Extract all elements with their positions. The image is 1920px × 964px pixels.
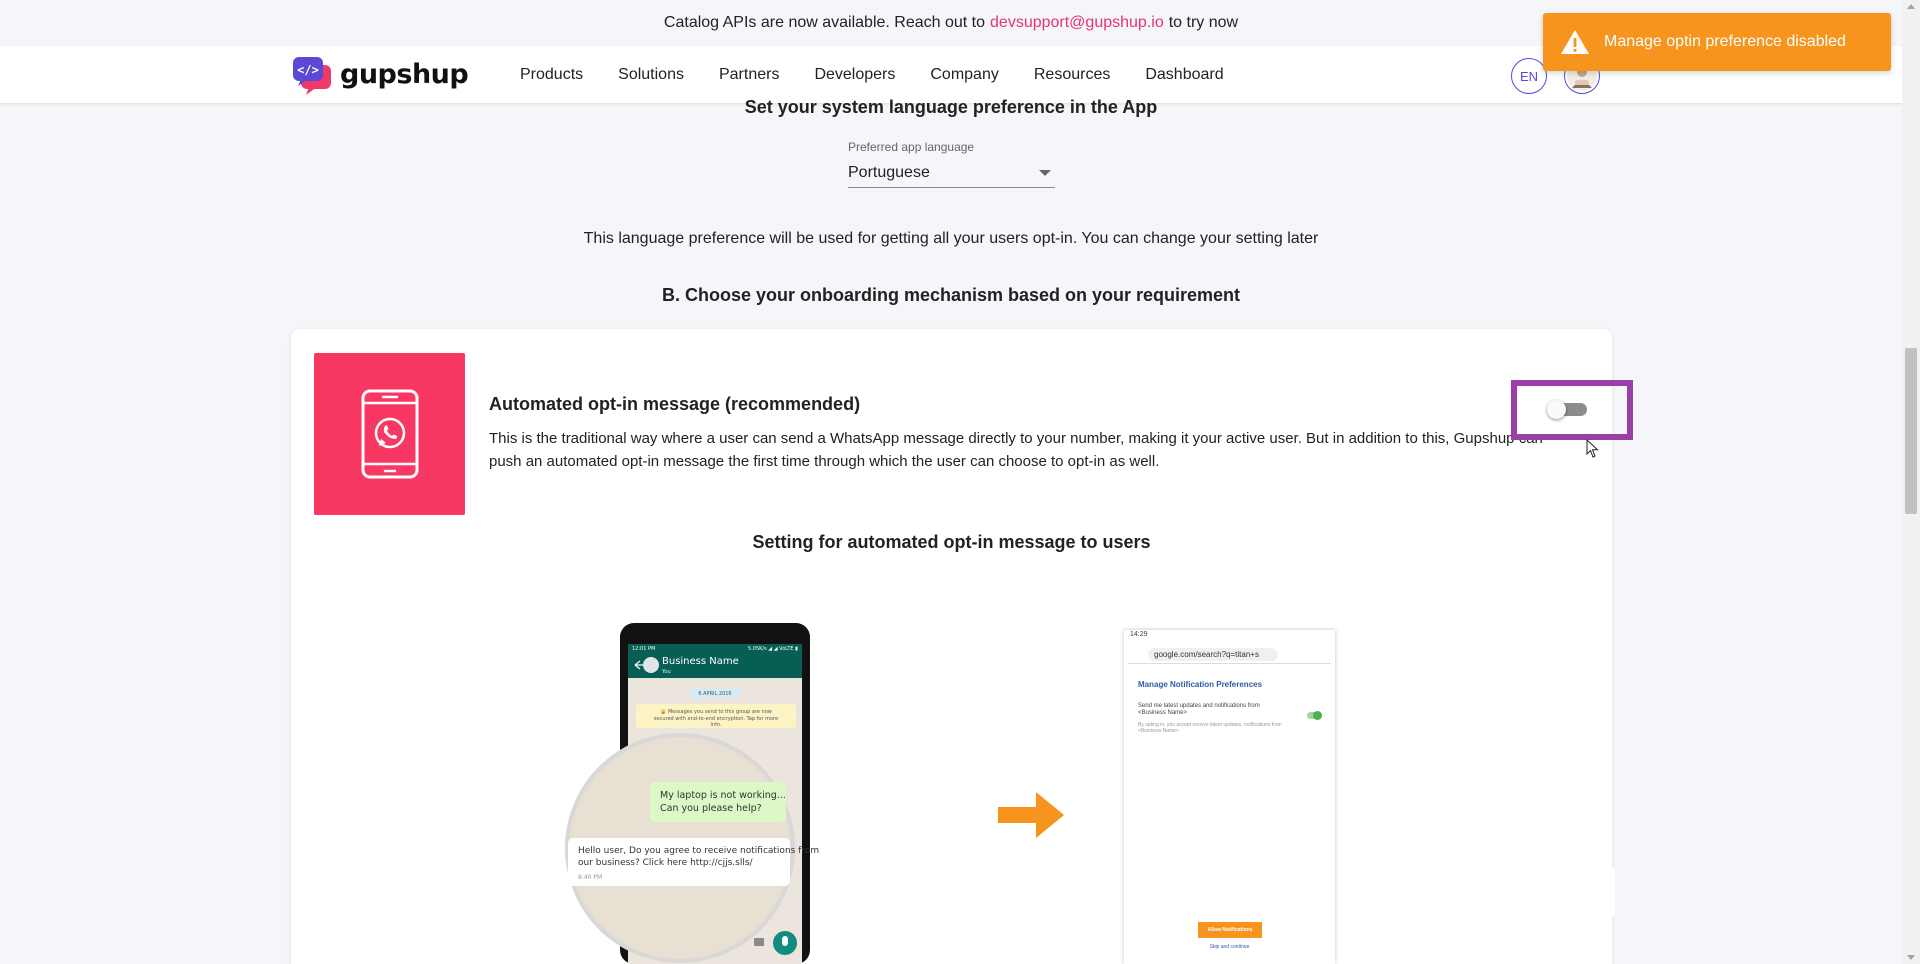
phone2-small: By opting in, you accept receive latest updates, notifications from <Business Name> xyxy=(1138,722,1282,734)
svg-text:🔒 Messages you send to this g: 🔒 Messages you send to this group are now xyxy=(660,709,772,715)
language-section-title: Set your system language preference in the App xyxy=(744,97,1158,117)
phone1-contact: Business Name xyxy=(662,656,739,667)
announcement-text-after: to try now xyxy=(1168,14,1239,31)
phone2-url-bar xyxy=(1128,646,1331,664)
phone2-url: google.com/search?q=titan+s xyxy=(1148,648,1278,661)
toast-notification xyxy=(1543,13,1891,71)
nav-dashboard[interactable]: Dashboard xyxy=(1145,66,1224,83)
svg-text:My laptop is not working...: My laptop is not working... xyxy=(660,790,786,801)
arrow-right-icon xyxy=(998,790,1064,840)
phone2-switch xyxy=(1307,712,1321,719)
nav-products[interactable]: Products xyxy=(520,66,584,83)
nav-resources[interactable]: Resources xyxy=(1033,66,1111,83)
scrollbar-thumb[interactable] xyxy=(1905,348,1917,514)
phone2-line: Send me latest updates and notifications from <Business Name> xyxy=(1138,703,1260,716)
phone2-heading: Manage Notification Preferences xyxy=(1138,680,1263,689)
phone1-msg-time: 8:40 PM xyxy=(578,874,603,881)
svg-text:info.: info. xyxy=(710,722,722,728)
language-pref-note: This language preference will be used for getting all your users opt-in. You can change your setting later xyxy=(583,230,1319,247)
phone1-contact-sub: You xyxy=(662,669,671,675)
nav-partners[interactable]: Partners xyxy=(718,66,780,83)
main-nav xyxy=(520,46,1259,104)
section-b-title: B. Choose your onboarding mechanism based on your requirement xyxy=(661,285,1241,305)
phone1-status: 5.05K/s ◢ ◢ VoLTE ▮ xyxy=(748,646,798,652)
mouse-pointer-icon xyxy=(1586,439,1600,459)
notification-pref-illustration xyxy=(1124,630,1335,964)
language-select-box[interactable] xyxy=(848,159,1055,188)
whatsapp-chat-illustration xyxy=(560,620,830,964)
brand-name: gupshup xyxy=(340,58,469,90)
phone2-allow-button: Allow Notifications xyxy=(1198,922,1262,938)
svg-text:secured with end-to-end encryp: secured with end-to-end encryption. Tap for more xyxy=(653,716,779,722)
language-select[interactable] xyxy=(848,140,1055,188)
toast-message: Manage optin preference disabled xyxy=(1604,33,1846,50)
scroll-down-icon[interactable] xyxy=(1907,955,1915,960)
language-select-value: Portuguese xyxy=(848,164,930,181)
phone-whatsapp-icon xyxy=(314,353,465,515)
card-description: This is the traditional way where a user can send a WhatsApp message directly to your number, making it your active user. But in addition to this, Gupshup can push an automated opt-in message the first time through which the user can choose to opt-in as well. xyxy=(489,430,1543,470)
side-tab xyxy=(1603,868,1615,916)
svg-text:our business? Click here http:: our business? Click here http://cjjs.slls/ xyxy=(578,858,753,868)
phone2-skip-link: Skip and continue xyxy=(1209,944,1250,950)
toggle-knob xyxy=(1547,400,1566,419)
svg-text:Hello user, Do you agree to re: Hello user, Do you agree to receive notifications from xyxy=(578,846,820,856)
language-select-label: Preferred app language xyxy=(848,140,975,154)
nav-company[interactable]: Company xyxy=(930,66,999,83)
phone1-time: 12:01 PM xyxy=(632,646,656,652)
code-chat-logo-icon xyxy=(292,55,334,93)
chevron-down-icon[interactable] xyxy=(1039,170,1051,176)
page-scrollbar[interactable] xyxy=(1902,0,1920,964)
nav-solutions[interactable]: Solutions xyxy=(618,66,684,83)
phone2-time: 14:29 xyxy=(1130,631,1148,638)
support-email-link[interactable]: devsupport@gupshup.io xyxy=(990,14,1164,31)
card-title: Automated opt-in message (recommended) xyxy=(489,394,861,414)
brand-logo[interactable] xyxy=(292,55,468,93)
optin-toggle[interactable] xyxy=(1547,400,1589,418)
announcement-text-before: Catalog APIs are now available. Reach out to xyxy=(663,14,986,31)
phone2-status-bar xyxy=(1124,630,1335,642)
scroll-up-icon[interactable] xyxy=(1907,4,1915,9)
language-button[interactable]: EN xyxy=(1511,58,1547,94)
warning-icon xyxy=(1560,29,1590,55)
onboarding-option-card xyxy=(291,329,1612,964)
setting-title: Setting for automated opt-in message to users xyxy=(752,532,1151,552)
phone1-date: 6 APRIL 2016 xyxy=(698,691,732,697)
nav-developers[interactable]: Developers xyxy=(814,66,896,83)
svg-text:Can you please help?: Can you please help? xyxy=(660,803,762,814)
svg-text:</>: </> xyxy=(297,63,319,77)
